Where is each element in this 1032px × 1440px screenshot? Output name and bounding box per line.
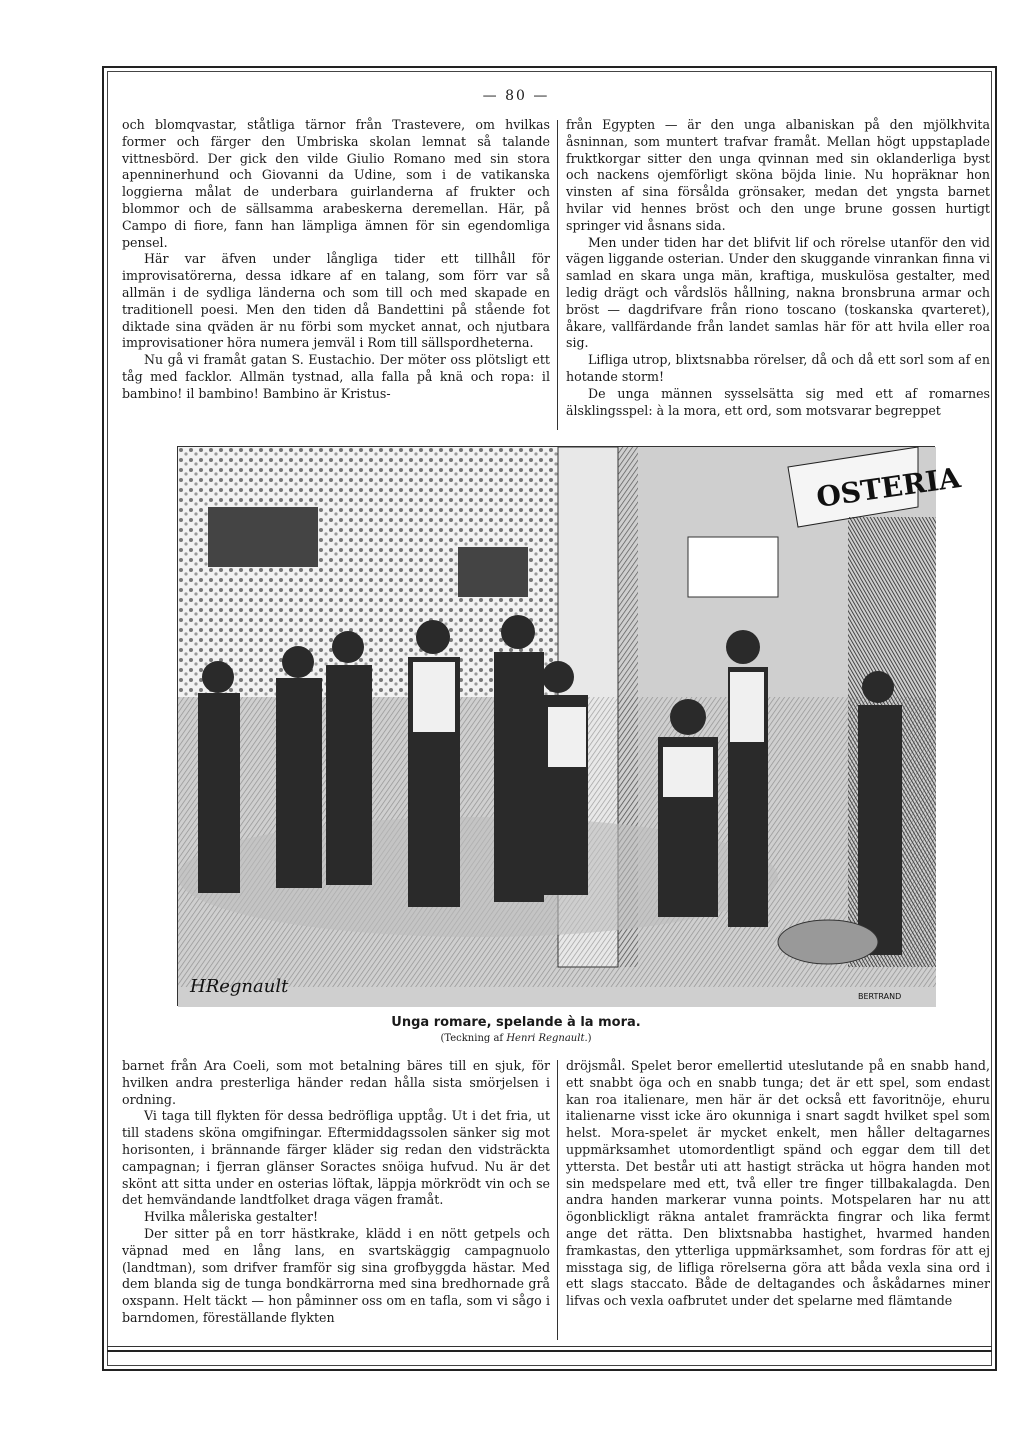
paragraph: Hvilka måleriska gestalter! xyxy=(144,1209,319,1225)
artist-signature: HRegnault xyxy=(190,976,289,997)
column-top-right xyxy=(566,117,990,419)
paragraph: Lifliga utrop, blixtsnabba rörelser, då och då ett sorl som af en hotande storm! xyxy=(566,352,990,384)
bottom-rule-thick xyxy=(107,1350,992,1352)
illustration-caption: Unga romare, spelande à la mora. xyxy=(391,1015,641,1030)
column-bottom-left xyxy=(122,1058,550,1327)
paragraph: Der sitter på en torr hästkrake, klädd i en nött getpels och väpnad med en lång lans, en svartskäggig campagnuolo (landtman), som drifver framför sig sina grofbyggda hästar. Med dem blanda sig de tunga bondkärrorna med sina bredhornade grå oxspann. Helt täckt — hon påminner oss om en tafla, som vi sågo i barndomen, föreställande flykten xyxy=(122,1225,550,1325)
page-number: — 80 — xyxy=(482,88,550,104)
paragraph: dröjsmål. Spelet beror emellertid uteslutande på en snabb hand, ett snabbt öga och en snabb tunga; det är ett spel, som endast kan roa italienare, men här är det också ett favoritnöje, ehuru italienarne visst icke äro okunniga i snart sagdt hvilket spel som helst. Mora-spelet är mycket enkelt, men håller deltagarnes uppmärksamhet utomordentligt spänd och eggar dem till det yttersta. Det består uti att hastigt sträcka ut högra handen mot sin medspelare med ett, två eller tre finger tillbakalagda. Den andra handen markerar vunna points. Motspelaren har nu att ögonblickligt räkna antalet framräckta fingrar och lika fermt ange det rätta. Den blixtsnabba hastighet, hvarmed handen framkastas, den ytterliga uppmärksamhet, som fordras för att ej misstaga sig, de lifliga rörelserna göra att båda vexla sina ord i ett slags staccato. Både de deltagandes och åskådarnes miner lifvas och vexla oafbrutet under det spelarne med flämtande xyxy=(566,1058,990,1309)
paragraph: De unga männen sysselsätta sig med ett af romarnes älsklingsspel: à la mora, ett ord, som motsvarar begreppet xyxy=(566,385,990,418)
engraving-art xyxy=(178,447,963,1007)
paragraph: Men under tiden har det blifvit lif och rörelse utanför den vid vägen liggande osterian. Under den skuggande vinrankan finna vi samlad en skara unga män, kraftiga, muskulösa gestalter, med ledig drägt och vårdslös hållning, nakna bronsbruna armar och bröst — dagdrifvare från riono toscano (toskanska qvarteret), åkare, vallfärdande från landet samlas här för att hvila eller roa sig. xyxy=(566,234,990,351)
paragraph: och blomqvastar, ståtliga tärnor från Trastevere, om hvilkas former och färger den Umbriska skolan lemnat så talande vittnesbörd. Der gick den vilde Giulio Romano med sin stora apenninerhund och Giovanni da Udine, som i de vatikanska loggierna målat de underbara guirlanderna af frukter och blommor och de sällsamma arabeskerna deremellan. Här, på Campo di fiore, fann han lämpliga ämnen för sin egendomliga pensel. xyxy=(122,117,550,250)
column-top-left xyxy=(122,117,550,403)
paragraph: Vi taga till flykten för dessa bedröfliga upptåg. Ut i det fria, ut till stadens sköna omgifningar. Eftermiddagssolen sänker sig mot horisonten, i brännande färger kläder sig redan den vidsträckta campagnan; i fjerran glänser Soractes snöiga hufvud. Nu är det skönt att sitta under en osterias löftak, läppja mörkrödt vin och se det hemvändande landtfolket draga vägen framåt. xyxy=(122,1108,550,1208)
credit-prefix: (Teckning af xyxy=(440,1033,507,1044)
credit-suffix: ) xyxy=(587,1033,592,1044)
paragraph: från Egypten — är den unga albaniskan på den mjölkhvita åsninnan, som muntert trafvar framåt. Mellan högt uppstaplade fruktkorgar sitter den unga qvinnan med sin oklanderliga byst och nackens ojemförligt sköna böjda linie. Nu hopräknar hon vinsten af sina försålda grönsaker, medan det yngsta barnet hvilar vid hennes bröst och den unge brune gossen hurtigt springer vid åsnans sida. xyxy=(566,117,990,233)
paragraph: Här var äfven under långliga tider ett tillhåll för improvisatörerna, dessa idkare af en talang, som förr var så allmän i de sydliga länderna och som till och med skapade en traditionell poesi. Men den tiden då Bandettini på stående fot diktade sina qväden är nu förbi som mycket annat, och njutbara improvisationer höra numera jemväl i Rom till sällspordheterna. xyxy=(122,251,550,351)
column-divider-bottom xyxy=(557,1060,558,1340)
bottom-rule xyxy=(107,1346,992,1347)
engraving-illustration xyxy=(177,446,963,1006)
paragraph: barnet från Ara Coeli, som mot betalning bäres till en sjuk, för hvilken andra presterliga händer redan hålla sista smörjelsen i ordning. xyxy=(122,1058,550,1107)
paragraph: Nu gå vi framåt gatan S. Eustachio. Der möter oss plötsligt ett tåg med facklor. Allmän tystnad, alla falla på knä och ropa: il bambino! il bambino! Bambino är Kristus- xyxy=(122,352,550,401)
osteria-sign: OSTERIA xyxy=(814,461,963,514)
column-divider-top xyxy=(557,120,558,430)
engraver-signature: BERTRAND xyxy=(858,992,902,1001)
credit-name: Henri Regnault. xyxy=(506,1033,588,1044)
column-bottom-right xyxy=(566,1058,990,1310)
illustration-credit xyxy=(0,1033,1032,1044)
